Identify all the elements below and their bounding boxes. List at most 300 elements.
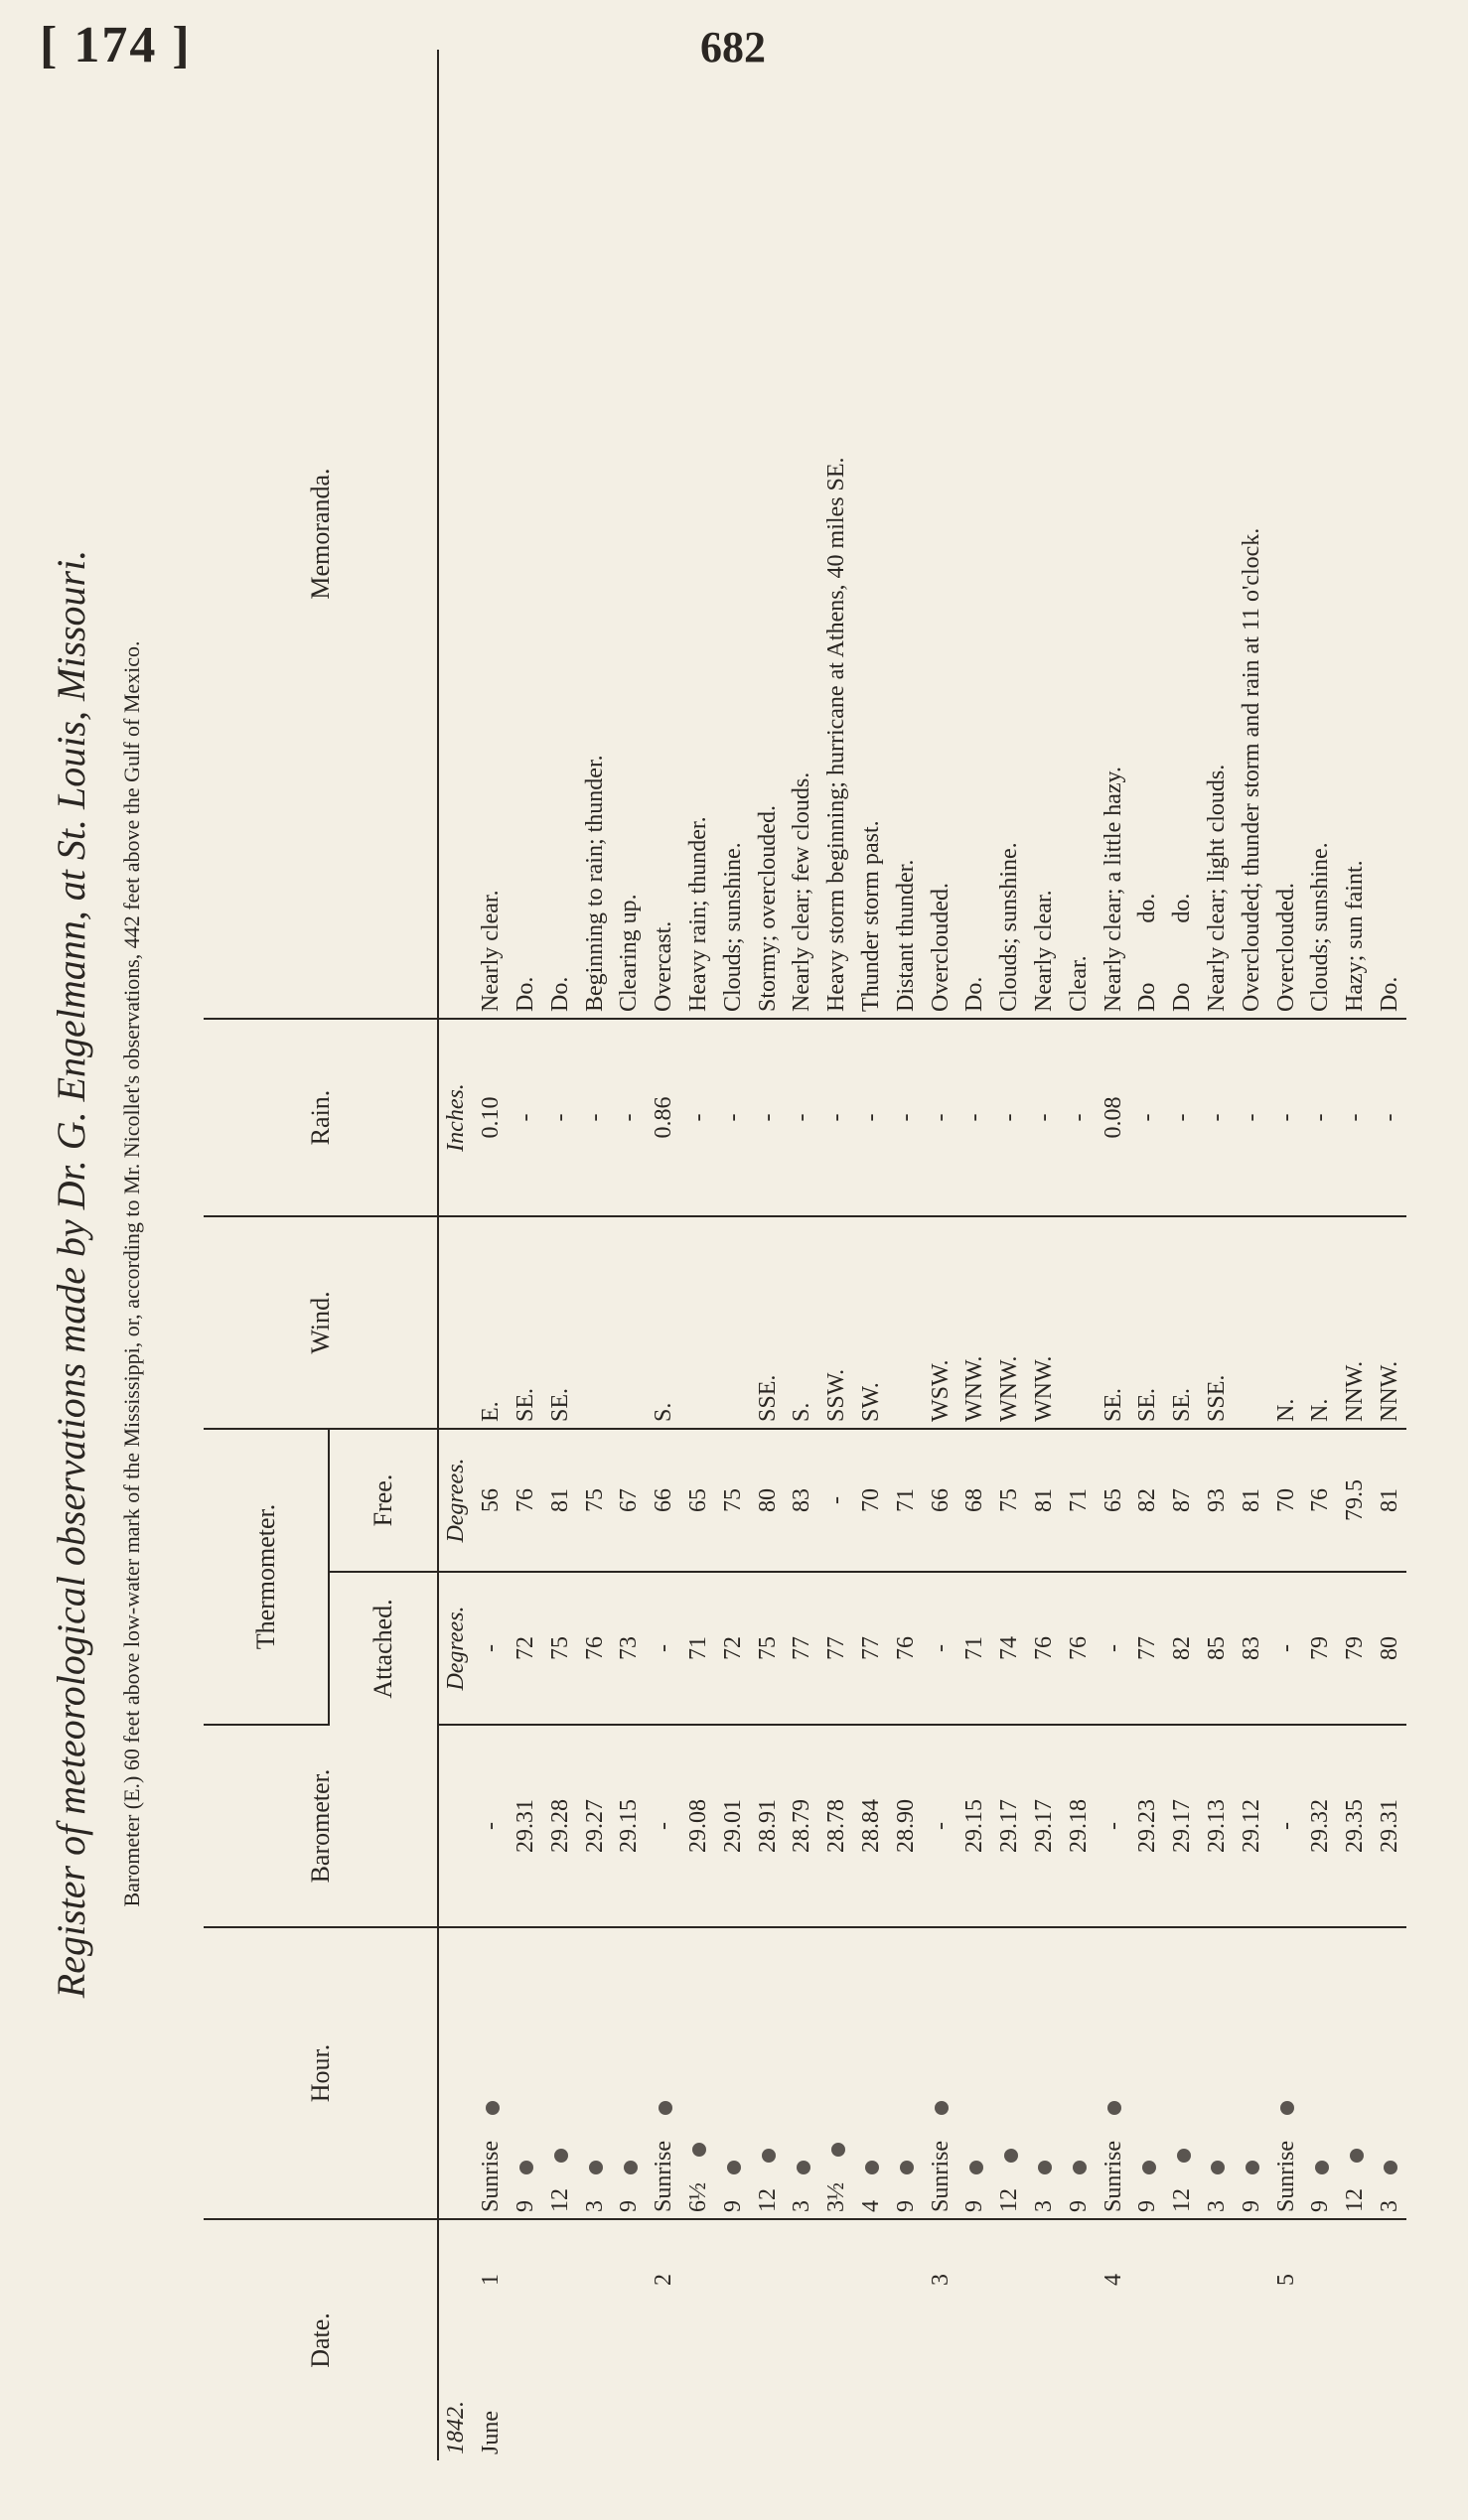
barometer-cell: - [647, 1725, 681, 1927]
date-cell [1234, 2219, 1268, 2460]
attached-cell: 82 [1165, 1572, 1200, 1725]
free-cell: 65 [681, 1429, 716, 1572]
hour-cell [1234, 1927, 1268, 2219]
hour-cell [923, 1927, 957, 2219]
date-cell [1027, 2219, 1062, 2460]
leader-dot [1142, 2161, 1156, 2174]
barometer-cell: - [1268, 1725, 1303, 1927]
attached-cell: 76 [1027, 1572, 1062, 1725]
barometer-cell: - [1096, 1725, 1130, 1927]
hour-value: 9 [719, 2200, 746, 2212]
wind-cell: NNW. [1373, 1216, 1407, 1429]
date-cell [1130, 2219, 1165, 2460]
hour-cell [750, 1927, 785, 2219]
table-row [750, 50, 785, 2460]
leader-dot [1177, 2149, 1191, 2163]
barometer-cell: 29.17 [992, 1725, 1027, 1927]
hour-cell [509, 1927, 543, 2219]
free-cell: 87 [1165, 1429, 1200, 1572]
rain-cell: - [888, 1019, 923, 1216]
table-row [992, 50, 1027, 2460]
hour-value: 9 [1307, 2200, 1334, 2212]
rain-cell: - [1027, 1019, 1062, 1216]
rain-cell: - [612, 1019, 647, 1216]
wind-cell: S. [785, 1216, 819, 1429]
wind-cell: WNW. [992, 1216, 1027, 1429]
leader-dot [589, 2161, 603, 2174]
free-cell: 80 [750, 1429, 785, 1572]
rain-cell: - [542, 1019, 577, 1216]
hour-value: Sunrise [927, 2141, 954, 2212]
table-row [647, 50, 681, 2460]
memoranda-cell: Distant thunder. [888, 50, 923, 1019]
barometer-cell: 29.01 [715, 1725, 750, 1927]
free-cell: 81 [1373, 1429, 1407, 1572]
date-cell [957, 2219, 992, 2460]
barometer-cell: - [474, 1725, 509, 1927]
wind-cell [612, 1216, 647, 1429]
header-memoranda: Memoranda. [204, 50, 438, 1019]
free-cell: 76 [509, 1429, 543, 1572]
table-row [715, 50, 750, 2460]
table-row [577, 50, 612, 2460]
hour-value: Sunrise [478, 2141, 505, 2212]
leader-dot [900, 2161, 914, 2174]
barometer-cell: 28.91 [750, 1725, 785, 1927]
hour-value: 12 [996, 2188, 1023, 2212]
rain-cell: - [509, 1019, 543, 1216]
leader-dot [865, 2161, 879, 2174]
rain-cell: - [854, 1019, 889, 1216]
free-cell: 67 [612, 1429, 647, 1572]
memoranda-cell: Clouds; sunshine. [1303, 50, 1338, 1019]
barometer-cell: 29.31 [509, 1725, 543, 1927]
leader-dot [969, 2161, 983, 2174]
barometer-cell: 29.15 [957, 1725, 992, 1927]
date-cell [785, 2219, 819, 2460]
memoranda-cell: Hazy; sun faint. [1338, 50, 1373, 1019]
wind-cell: SE. [1130, 1216, 1165, 1429]
page-title: Register of meteorological observations made by Dr. G. Engelmann, at St. Louis, Missouri. [49, 549, 93, 1999]
leader-dot [831, 2143, 845, 2157]
date-cell [1338, 2219, 1373, 2460]
leader-dot [624, 2161, 638, 2174]
month: June [478, 2411, 505, 2454]
free-cell: 76 [1303, 1429, 1338, 1572]
memoranda-cell: Do do. [1130, 50, 1165, 1019]
leader-dot [935, 2101, 949, 2115]
free-cell: 79.5 [1338, 1429, 1373, 1572]
attached-cell: 72 [715, 1572, 750, 1725]
free-cell: 75 [577, 1429, 612, 1572]
hour-value: Sunrise [1100, 2141, 1126, 2212]
hour-value: 9 [1134, 2200, 1161, 2212]
free-cell: 70 [854, 1429, 889, 1572]
year-cell [438, 2219, 474, 2460]
memoranda-cell: Do. [957, 50, 992, 1019]
table-row [1130, 50, 1165, 2460]
hour-cell [1096, 1927, 1130, 2219]
date-cell [923, 2219, 957, 2460]
barometer-cell: - [923, 1725, 957, 1927]
memoranda-cell: Heavy storm beginning; hurricane at Athens, 40 miles SE. [819, 50, 854, 1019]
header-thermometer: Thermometer. [204, 1429, 329, 1725]
date-cell [509, 2219, 543, 2460]
wind-cell [681, 1216, 716, 1429]
memoranda-cell: Overclouded. [1268, 50, 1303, 1019]
memoranda-cell: Do. [509, 50, 543, 1019]
barometer-cell: 28.78 [819, 1725, 854, 1927]
date-cell [1373, 2219, 1407, 2460]
free-cell: 75 [715, 1429, 750, 1572]
attached-cell: 77 [819, 1572, 854, 1725]
rain-cell: - [957, 1019, 992, 1216]
date-cell [1303, 2219, 1338, 2460]
date-cell [992, 2219, 1027, 2460]
hour-value: 6½ [684, 2182, 711, 2212]
wind-cell: SE. [1096, 1216, 1130, 1429]
wind-cell: WNW. [957, 1216, 992, 1429]
attached-cell: 79 [1303, 1572, 1338, 1725]
day-number: 4 [1100, 2274, 1126, 2286]
hour-value: 12 [546, 2188, 573, 2212]
date-cell [647, 2219, 681, 2460]
table-row [785, 50, 819, 2460]
leader-dot [1107, 2101, 1121, 2115]
free-cell: 68 [957, 1429, 992, 1572]
date-cell [1165, 2219, 1200, 2460]
table-row [509, 50, 543, 2460]
table-row [1165, 50, 1200, 2460]
free-cell: 75 [992, 1429, 1027, 1572]
wind-cell: SSE. [750, 1216, 785, 1429]
barometer-cell: 28.79 [785, 1725, 819, 1927]
barometer-cell: 29.08 [681, 1725, 716, 1927]
leader-dot [1384, 2161, 1397, 2174]
memoranda-cell: Nearly clear. [1027, 50, 1062, 1019]
rain-cell: - [1165, 1019, 1200, 1216]
header-attached: Attached. [329, 1572, 438, 1725]
header-hour: Hour. [204, 1927, 438, 2219]
memoranda-cell: Stormy; overclouded. [750, 50, 785, 1019]
memoranda-cell: Nearly clear; a little hazy. [1096, 50, 1130, 1019]
rain-cell: 0.86 [647, 1019, 681, 1216]
date-cell [1061, 2219, 1096, 2460]
wind-cell: N. [1303, 1216, 1338, 1429]
hour-cell [647, 1927, 681, 2219]
table-row [681, 50, 716, 2460]
free-cell: 81 [1027, 1429, 1062, 1572]
leader-dot [1315, 2161, 1329, 2174]
table-row [819, 50, 854, 2460]
hour-cell [1303, 1927, 1338, 2219]
memoranda-cell: Clear. [1061, 50, 1096, 1019]
leader-dot [727, 2161, 741, 2174]
leader-dot [797, 2161, 810, 2174]
table-row [1027, 50, 1062, 2460]
memoranda-cell: Clearing up. [612, 50, 647, 1019]
hour-value: 9 [512, 2200, 538, 2212]
hour-value: 9 [616, 2200, 643, 2212]
rain-cell: 0.08 [1096, 1019, 1130, 1216]
leader-dot [1004, 2149, 1018, 2163]
wind-cell [888, 1216, 923, 1429]
attached-cell: 76 [577, 1572, 612, 1725]
leader-dot [486, 2101, 500, 2115]
header-wind: Wind. [204, 1216, 438, 1429]
day-number: 3 [927, 2274, 954, 2286]
hour-cell [1200, 1927, 1235, 2219]
rain-cell: - [1303, 1019, 1338, 1216]
attached-cell: - [923, 1572, 957, 1725]
memoranda-cell: Nearly clear. [474, 50, 509, 1019]
date-cell [854, 2219, 889, 2460]
rain-cell: - [1338, 1019, 1373, 1216]
free-cell: 66 [923, 1429, 957, 1572]
rain-cell: - [785, 1019, 819, 1216]
hour-value: Sunrise [1272, 2141, 1299, 2212]
date-cell [1268, 2219, 1303, 2460]
table-row [1338, 50, 1373, 2460]
hour-cell [992, 1927, 1027, 2219]
leader-dot [762, 2149, 776, 2163]
barometer-cell: 29.12 [1234, 1725, 1268, 1927]
wind-cell [715, 1216, 750, 1429]
wind-cell: N. [1268, 1216, 1303, 1429]
attached-cell: 83 [1234, 1572, 1268, 1725]
leader-dot [554, 2149, 568, 2163]
attached-cell: 77 [1130, 1572, 1165, 1725]
date-cell [681, 2219, 716, 2460]
hour-cell [1373, 1927, 1407, 2219]
wind-cell: SE. [542, 1216, 577, 1429]
wind-cell: SSE. [1200, 1216, 1235, 1429]
table-row [1234, 50, 1268, 2460]
unit-free: Degrees. [438, 1429, 474, 1572]
memoranda-cell: Thunder storm past. [854, 50, 889, 1019]
wind-cell: SE. [1165, 1216, 1200, 1429]
table-row [612, 50, 647, 2460]
table-row [1096, 50, 1130, 2460]
observations-table [204, 50, 1406, 2460]
attached-cell: 79 [1338, 1572, 1373, 1725]
date-cell [474, 2219, 509, 2460]
free-cell: 83 [785, 1429, 819, 1572]
wind-cell [577, 1216, 612, 1429]
hour-cell [1165, 1927, 1200, 2219]
leader-dot [1350, 2149, 1364, 2163]
memoranda-cell: Clouds; sunshine. [992, 50, 1027, 1019]
date-cell [819, 2219, 854, 2460]
rain-cell: - [923, 1019, 957, 1216]
leader-dot [692, 2143, 706, 2157]
hour-value: 3 [1376, 2200, 1402, 2212]
hour-cell [715, 1927, 750, 2219]
attached-cell: - [1096, 1572, 1130, 1725]
wind-cell: S. [647, 1216, 681, 1429]
hour-cell [681, 1927, 716, 2219]
free-cell: 81 [1234, 1429, 1268, 1572]
page-label-left: [ 174 ] [40, 17, 192, 73]
attached-cell: 73 [612, 1572, 647, 1725]
rain-cell: - [715, 1019, 750, 1216]
barometer-cell: 29.28 [542, 1725, 577, 1927]
table-body [438, 50, 1406, 2460]
hour-cell [1027, 1927, 1062, 2219]
wind-cell [1061, 1216, 1096, 1429]
free-cell: 81 [542, 1429, 577, 1572]
day-number: 1 [478, 2274, 505, 2286]
unit-rain: Inches. [438, 1019, 474, 1216]
rain-cell: - [1130, 1019, 1165, 1216]
attached-cell: 76 [888, 1572, 923, 1725]
wind-cell: WSW. [923, 1216, 957, 1429]
rain-cell: - [992, 1019, 1027, 1216]
day-number: 5 [1272, 2274, 1299, 2286]
hour-cell [1061, 1927, 1096, 2219]
hour-value: 9 [1238, 2200, 1264, 2212]
hour-value: Sunrise [651, 2141, 677, 2212]
date-cell [750, 2219, 785, 2460]
memoranda-cell: Clouds; sunshine. [715, 50, 750, 1019]
barometer-cell: 29.31 [1373, 1725, 1407, 1927]
unit-attached: Degrees. [438, 1572, 474, 1725]
barometer-cell: 29.23 [1130, 1725, 1165, 1927]
units-row [438, 50, 474, 2460]
hour-cell [612, 1927, 647, 2219]
rain-cell: - [681, 1019, 716, 1216]
attached-cell: 85 [1200, 1572, 1235, 1725]
memoranda-cell: Do. [542, 50, 577, 1019]
attached-cell: - [1268, 1572, 1303, 1725]
rain-cell: - [1268, 1019, 1303, 1216]
hour-value: 9 [961, 2200, 988, 2212]
rain-cell: - [1200, 1019, 1235, 1216]
barometer-cell: 28.90 [888, 1725, 923, 1927]
wind-cell: WNW. [1027, 1216, 1062, 1429]
hour-cell [474, 1927, 509, 2219]
hour-value: 12 [1342, 2188, 1369, 2212]
memoranda-cell: Do. [1373, 50, 1407, 1019]
date-cell [888, 2219, 923, 2460]
header-barometer: Barometer. [204, 1725, 438, 1927]
table-row [1061, 50, 1096, 2460]
memoranda-cell: Overclouded. [923, 50, 957, 1019]
leader-dot [1280, 2101, 1294, 2115]
hour-cell [1338, 1927, 1373, 2219]
hour-value: 12 [754, 2188, 781, 2212]
rain-cell: - [1373, 1019, 1407, 1216]
header-date: Date. [204, 2219, 438, 2460]
hour-cell [1268, 1927, 1303, 2219]
date-cell [542, 2219, 577, 2460]
hour-cell [957, 1927, 992, 2219]
table-row [542, 50, 577, 2460]
table-row [923, 50, 957, 2460]
table-row [1303, 50, 1338, 2460]
barometer-cell: 29.13 [1200, 1725, 1235, 1927]
hour-cell [888, 1927, 923, 2219]
free-cell: 82 [1130, 1429, 1165, 1572]
hour-cell [854, 1927, 889, 2219]
free-cell: 66 [647, 1429, 681, 1572]
hour-cell [542, 1927, 577, 2219]
memoranda-cell: Nearly clear; light clouds. [1200, 50, 1235, 1019]
hour-value: 9 [1065, 2200, 1092, 2212]
free-cell: - [819, 1429, 854, 1572]
table-row [1200, 50, 1235, 2460]
memoranda-cell: Beginning to rain; thunder. [577, 50, 612, 1019]
wind-cell [1234, 1216, 1268, 1429]
attached-cell: 74 [992, 1572, 1027, 1725]
memoranda-cell: Heavy rain; thunder. [681, 50, 716, 1019]
table-row [888, 50, 923, 2460]
memoranda-cell: Do do. [1165, 50, 1200, 1019]
hour-value: 3 [1203, 2200, 1230, 2212]
free-cell: 71 [888, 1429, 923, 1572]
hour-cell [819, 1927, 854, 2219]
attached-cell: 77 [785, 1572, 819, 1725]
rain-cell: - [1234, 1019, 1268, 1216]
table-row [474, 50, 509, 2460]
free-cell: 93 [1200, 1429, 1235, 1572]
barometer-cell: 29.17 [1165, 1725, 1200, 1927]
leader-dot [1038, 2161, 1052, 2174]
rain-cell: 0.10 [474, 1019, 509, 1216]
leader-dot [659, 2101, 672, 2115]
free-cell: 70 [1268, 1429, 1303, 1572]
memoranda-cell: Overcast. [647, 50, 681, 1019]
table-row [1268, 50, 1303, 2460]
wind-cell: NNW. [1338, 1216, 1373, 1429]
date-cell [1200, 2219, 1235, 2460]
table-row [854, 50, 889, 2460]
page-subtitle: Barometer (E.) 60 feet above low-water mark of the Mississippi, or, according to Mr. Nicollet's observations, 442 feet above the Gulf of Mexico. [119, 640, 144, 1907]
hour-cell [785, 1927, 819, 2219]
rain-cell: - [750, 1019, 785, 1216]
hour-value: 3½ [823, 2182, 850, 2212]
hour-value: 4 [857, 2200, 884, 2212]
free-cell: 71 [1061, 1429, 1096, 1572]
barometer-cell: 29.27 [577, 1725, 612, 1927]
day-number: 2 [651, 2274, 677, 2286]
leader-dot [1211, 2161, 1225, 2174]
table-row [1373, 50, 1407, 2460]
hour-value: 3 [581, 2200, 608, 2212]
barometer-cell: 29.35 [1338, 1725, 1373, 1927]
year: 1842. [443, 2401, 470, 2454]
hour-value: 3 [789, 2200, 815, 2212]
memoranda-cell: Overclouded; thunder storm and rain at 11 o'clock. [1234, 50, 1268, 1019]
attached-cell: 75 [542, 1572, 577, 1725]
rain-cell: - [819, 1019, 854, 1216]
header-free: Free. [329, 1429, 438, 1572]
barometer-cell: 29.15 [612, 1725, 647, 1927]
attached-cell: 77 [854, 1572, 889, 1725]
attached-cell: 76 [1061, 1572, 1096, 1725]
hour-cell [1130, 1927, 1165, 2219]
page-number: 682 [700, 23, 766, 71]
barometer-cell: 29.17 [1027, 1725, 1062, 1927]
attached-cell: 75 [750, 1572, 785, 1725]
wind-cell: SSW. [819, 1216, 854, 1429]
memoranda-cell: Nearly clear; few clouds. [785, 50, 819, 1019]
header-rain: Rain. [204, 1019, 438, 1216]
attached-cell: 80 [1373, 1572, 1407, 1725]
hour-cell [577, 1927, 612, 2219]
wind-cell: E. [474, 1216, 509, 1429]
hour-value: 3 [1030, 2200, 1057, 2212]
